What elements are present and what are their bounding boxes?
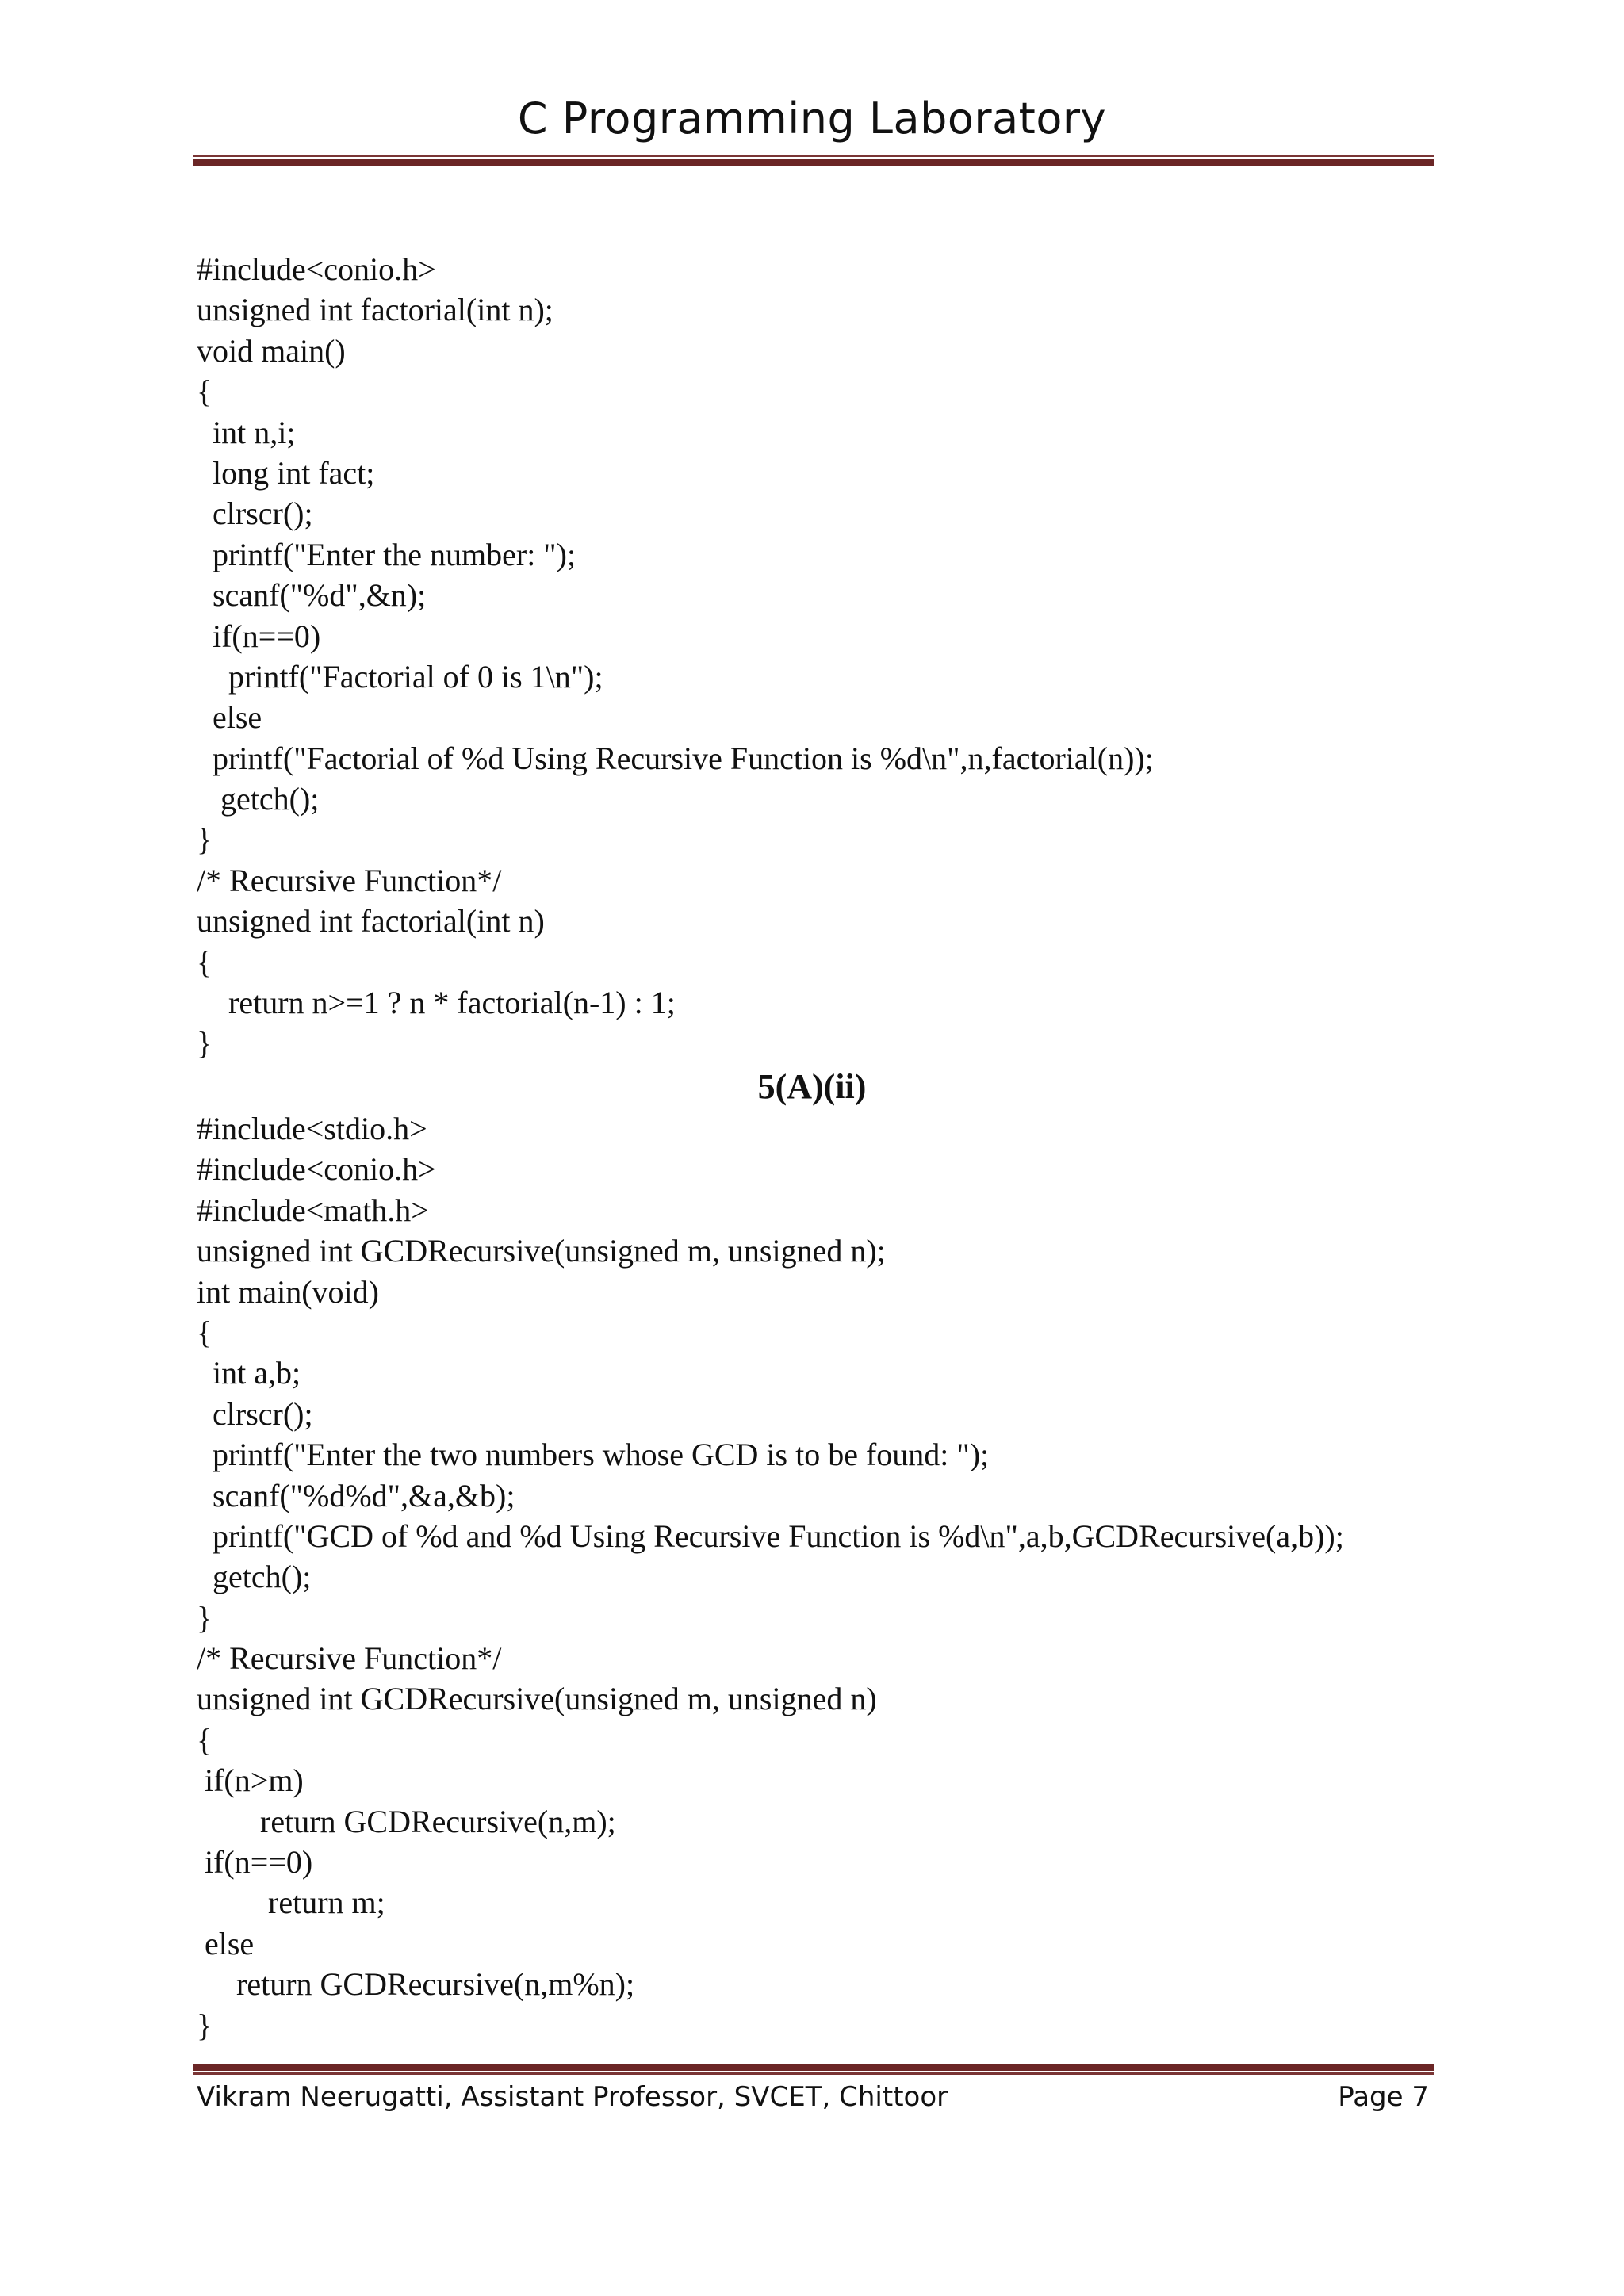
code-line: #include<math.h> [197,1192,429,1228]
code-line: /* Recursive Function*/ [197,1640,502,1677]
code-line: unsigned int factorial(int n); [197,292,553,328]
code-line: unsigned int GCDRecursive(unsigned m, unsigned n); [197,1233,886,1269]
code-block-gcd [197,1108,1450,2045]
code-line: scanf("%d%d",&a,&b); [197,1477,515,1513]
code-line: if(n>m) [197,1762,304,1799]
code-line: printf("Enter the number: "); [197,536,576,572]
code-line: else [197,1925,255,1961]
code-line: void main() [197,332,346,369]
code-line: { [197,1721,213,1758]
code-line: { [197,373,213,410]
code-line: return n>=1 ? n * factorial(n-1) : 1; [197,985,676,1021]
footer-rule-thin [193,2072,1434,2075]
footer-author: Vikram Neerugatti, Assistant Professor, SVCET, Chittoor [197,2081,948,2113]
code-line: { [197,1314,213,1350]
code-line: } [197,2007,213,2043]
code-line: return m; [197,1885,385,1921]
code-line: else [197,699,262,736]
code-line: getch(); [197,1559,312,1595]
footer-page-number: Page 7 [1338,2081,1429,2113]
code-line: clrscr(); [197,1395,313,1432]
code-line: /* Recursive Function*/ [197,862,502,898]
code-line: printf("Factorial of %d Using Recursive Function is %d\n",n,factorial(n)); [197,740,1154,776]
code-line: scanf("%d",&n); [197,577,427,614]
code-line: getch(); [197,781,320,817]
code-line: int n,i; [197,414,296,450]
code-line: #include<conio.h> [197,251,436,287]
code-line: printf("Enter the two numbers whose GCD is to be found: "); [197,1437,990,1473]
header-rule-thin [193,155,1434,157]
code-line: #include<stdio.h> [197,1111,427,1146]
code-line: if(n==0) [197,1844,313,1881]
code-line: printf("GCD of %d and %d Using Recursive Function is %d\n",a,b,GCDRecursive(a,b)); [197,1517,1344,1554]
code-block-factorial [197,249,1450,1064]
code-line: } [197,1025,213,1062]
code-line: unsigned int GCDRecursive(unsigned m, unsigned n) [197,1681,877,1717]
section-heading: 5(A)(ii) [757,1067,867,1106]
code-line: return GCDRecursive(n,m); [197,1803,616,1839]
footer-rule-thick [193,2064,1434,2071]
code-line: int a,b; [197,1355,301,1391]
code-line: return GCDRecursive(n,m%n); [197,1966,635,2003]
code-line: long int fact; [197,454,375,491]
code-line: #include<conio.h> [197,1151,436,1188]
code-line: } [197,1599,213,1636]
code-line: printf("Factorial of 0 is 1\n"); [197,658,603,695]
code-line: { [197,943,213,980]
code-line: int main(void) [197,1273,379,1310]
code-line: clrscr(); [197,496,313,532]
code-line: } [197,821,213,858]
page-header-title: C Programming Laboratory [517,94,1107,144]
header-rule-thick [193,159,1434,166]
code-line: unsigned int factorial(int n) [197,903,545,939]
code-line: if(n==0) [197,618,321,654]
